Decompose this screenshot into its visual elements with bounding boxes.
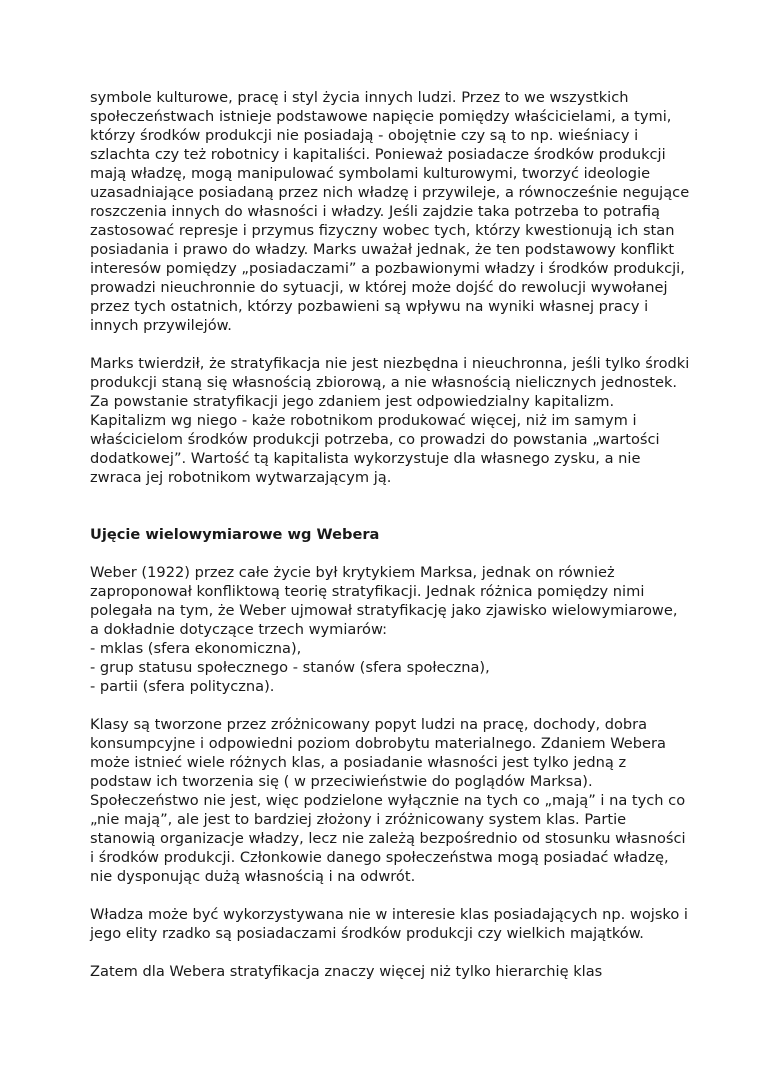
text-line: interesów pomiędzy „posiadaczami” a pozbawionymi władzy i środków produkcji,	[90, 260, 685, 277]
paragraph-spacer	[90, 696, 680, 715]
text-line: Kapitalizm wg niego - każe robotnikom produkować więcej, niż im samym i	[90, 412, 637, 429]
text-line: a dokładnie dotyczące trzech wymiarów:	[90, 621, 388, 638]
text-line: prowadzi nieuchronnie do sytuacji, w której może dojść do rewolucji wywołanej	[90, 279, 668, 296]
text-line: Klasy są tworzone przez zróżnicowany popyt ludzi na pracę, dochody, dobra	[90, 716, 648, 733]
text-line: innych przywilejów.	[90, 317, 232, 334]
text-line: podstaw ich tworzenia się ( w przeciwieństwie do poglądów Marksa).	[90, 773, 593, 790]
text-line: Za powstanie stratyfikacji jego zdaniem jest odpowiedzialny kapitalizm.	[90, 393, 615, 410]
paragraph-spacer	[90, 886, 680, 905]
paragraph-marx-conflict	[90, 88, 690, 335]
text-line: zastosować represje i przymus fizyczny wobec tych, którzy kwestionują ich stan	[90, 222, 675, 239]
text-line: zaproponował konfliktową teorię stratyfikacji. Jednak różnica pomiędzy nimi	[90, 583, 645, 600]
text-line: właścicielom środków produkcji potrzeba, co prowadzi do powstania „wartości	[90, 431, 660, 448]
list-item: - grup statusu społecznego - stanów (sfera społeczna),	[90, 659, 490, 676]
list-item: - mklas (sfera ekonomiczna),	[90, 640, 302, 657]
text-line: konsumpcyjne i odpowiedni poziom dobrobytu materialnego. Zdaniem Webera	[90, 735, 666, 752]
paragraph-marx-stratification	[90, 354, 690, 487]
section-spacer	[90, 487, 680, 525]
text-line: którzy środków produkcji nie posiadają - obojętnie czy są to np. wieśniacy i	[90, 127, 639, 144]
text-line: symbole kulturowe, pracę i styl życia innych ludzi. Przez to we wszystkich	[90, 89, 629, 106]
text-line: produkcji staną się własnością zbiorową, a nie własnością nielicznych jednostek.	[90, 374, 678, 391]
text-line: może istnieć wiele różnych klas, a posiadanie własności jest tylko jedną z	[90, 754, 627, 771]
text-line: Społeczeństwo nie jest, więc podzielone wyłącznie na tych co „mają” i na tych co	[90, 792, 686, 809]
text-line: roszczenia innych do własności i władzy. Jeśli zajdzie taka potrzeba to potrafią	[90, 203, 660, 220]
text-line: uzasadniające posiadaną przez nich władzę i przywileje, a równocześnie negujące	[90, 184, 690, 201]
text-line: mają władzę, mogą manipulować symbolami kulturowymi, tworzyć ideologie	[90, 165, 651, 182]
paragraph-weber-classes	[90, 715, 686, 886]
paragraph-spacer	[90, 544, 680, 563]
text-line: przez tych ostatnich, którzy pozbawieni są wpływu na wyniki własnej pracy i	[90, 298, 649, 315]
text-line: Władza może być wykorzystywana nie w interesie klas posiadających np. wojsko i	[90, 906, 688, 923]
paragraph-spacer	[90, 943, 680, 962]
text-line: stanowią organizacje władzy, lecz nie zależą bezpośrednio od stosunku własności	[90, 830, 686, 847]
text-line: szlachta czy też robotnicy i kapitaliści. Ponieważ posiadacze środków produkcji	[90, 146, 666, 163]
text-line: Weber (1922) przez całe życie był krytykiem Marksa, jednak on również	[90, 564, 615, 581]
text-line: jego elity rzadko są posiadaczami środków produkcji czy wielkich majątków.	[90, 925, 644, 942]
text-line: społeczeństwach istnieje podstawowe napięcie pomiędzy właścicielami, a tymi,	[90, 108, 672, 125]
text-line: Marks twierdził, że stratyfikacja nie jest niezbędna i nieuchronna, jeśli tylko środki	[90, 355, 690, 372]
paragraph-weber-conclusion	[90, 962, 680, 981]
text-line: nie dysponując dużą własnością i na odwrót.	[90, 868, 416, 885]
text-line: zwraca jej robotnikom wytwarzającym ją.	[90, 469, 392, 486]
text-line: „nie mają”, ale jest to bardziej złożony i zróżnicowany system klas. Partie	[90, 811, 627, 828]
text-line: i środków produkcji. Członkowie danego społeczeństwa mogą posiadać władzę,	[90, 849, 669, 866]
paragraph-weber-intro	[90, 563, 680, 696]
list-item: - partii (sfera polityczna).	[90, 678, 275, 695]
document-page	[90, 88, 690, 981]
text-line: Zatem dla Webera stratyfikacja znaczy więcej niż tylko hierarchię klas	[90, 963, 603, 980]
text-line: polegała na tym, że Weber ujmował stratyfikację jako zjawisko wielowymiarowe,	[90, 602, 678, 619]
text-line: posiadania i prawo do władzy. Marks uważał jednak, że ten podstawowy konflikt	[90, 241, 675, 258]
text-line: dodatkowej”. Wartość tą kapitalista wykorzystuje dla własnego zysku, a nie	[90, 450, 641, 467]
paragraph-spacer	[90, 335, 680, 354]
paragraph-weber-power	[90, 905, 688, 943]
section-heading: Ujęcie wielowymiarowe wg Webera	[90, 526, 380, 543]
